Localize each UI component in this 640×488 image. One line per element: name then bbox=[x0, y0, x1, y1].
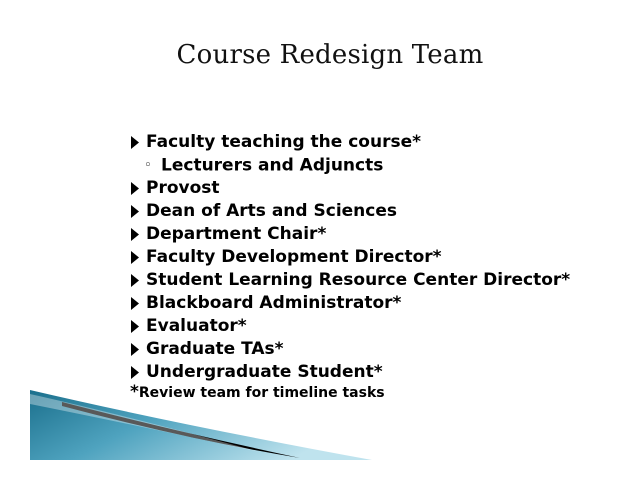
bullet-text: Provost bbox=[146, 178, 220, 198]
triangle-bullet-icon bbox=[130, 182, 146, 195]
triangle-bullet-icon bbox=[130, 228, 146, 241]
bullet-text: Undergraduate Student* bbox=[146, 362, 383, 382]
bullet-list bbox=[130, 131, 570, 384]
footnote-star: * bbox=[130, 382, 139, 402]
sub-bullet-item bbox=[130, 154, 570, 177]
bullet-item bbox=[130, 315, 570, 338]
triangle-bullet-icon bbox=[130, 320, 146, 333]
triangle-bullet-icon bbox=[130, 136, 146, 149]
footnote-text: Review team for timeline tasks bbox=[138, 385, 385, 401]
bullet-text: Graduate TAs* bbox=[146, 339, 284, 359]
bullet-text: Faculty teaching the course* bbox=[146, 132, 422, 152]
bullet-item bbox=[130, 246, 570, 269]
triangle-bullet-icon bbox=[130, 274, 146, 287]
triangle-bullet-icon bbox=[130, 343, 146, 356]
bullet-item bbox=[130, 292, 570, 315]
bullet-text: Student Learning Resource Center Director* bbox=[146, 270, 571, 290]
bullet-text: Evaluator* bbox=[146, 316, 247, 336]
bullet-item bbox=[130, 131, 570, 154]
wave-blue-swoosh bbox=[30, 390, 372, 460]
bullet-text: Dean of Arts and Sciences bbox=[146, 201, 397, 221]
bullet-item bbox=[130, 177, 570, 200]
triangle-bullet-icon bbox=[130, 205, 146, 218]
bullet-item bbox=[130, 338, 570, 361]
bullet-item bbox=[130, 223, 570, 246]
decorative-wave bbox=[0, 380, 640, 488]
circle-bullet-icon: ◦ bbox=[144, 158, 152, 173]
slide-title: Course Redesign Team bbox=[176, 40, 484, 70]
sub-bullet-text: Lecturers and Adjuncts bbox=[161, 155, 384, 176]
bullet-text: Department Chair* bbox=[146, 224, 327, 244]
bullet-item bbox=[130, 200, 570, 223]
triangle-bullet-icon bbox=[130, 251, 146, 264]
triangle-bullet-icon bbox=[130, 297, 146, 310]
bullet-item bbox=[130, 269, 570, 292]
bullet-text: Blackboard Administrator* bbox=[146, 293, 402, 313]
triangle-bullet-icon bbox=[130, 366, 146, 379]
bullet-text: Faculty Development Director* bbox=[146, 247, 442, 267]
